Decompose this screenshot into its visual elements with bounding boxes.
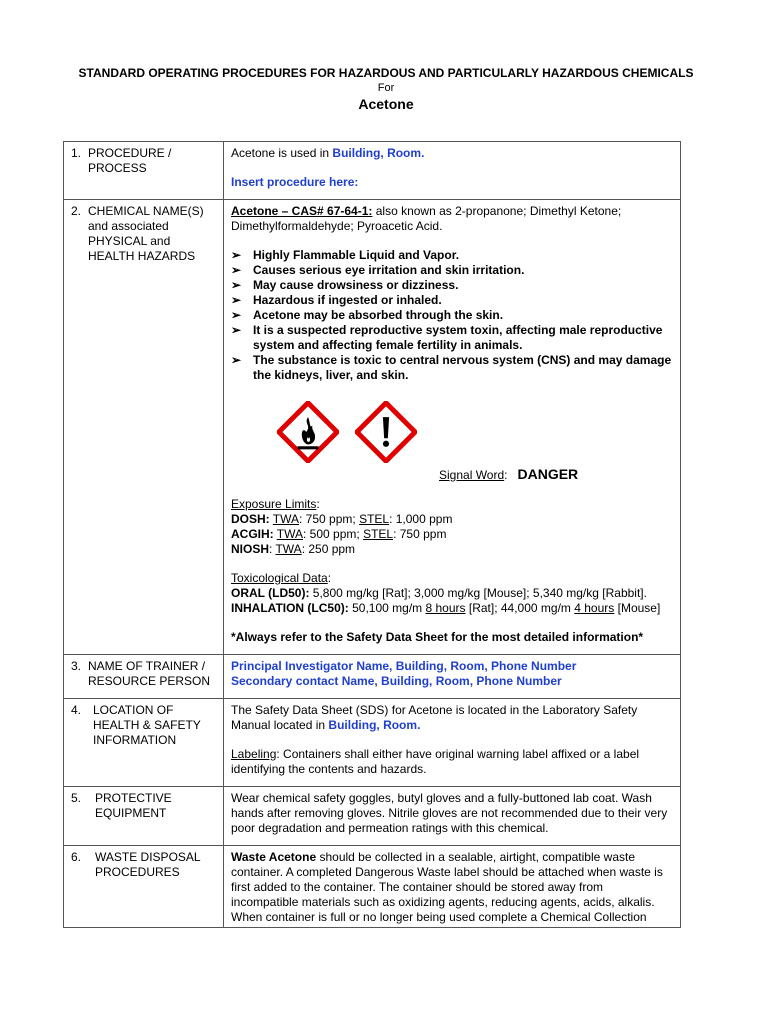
chemical-name-heading: Acetone: [358, 96, 414, 112]
table-row: [64, 200, 681, 655]
oral-ld50: ORAL (LD50): 5,800 mg/kg [Rat]; 3,000 mg/kg [Mouse]; 5,340 mg/kg [Rabbit].: [231, 586, 647, 600]
row-label-cell: [64, 655, 224, 699]
sds-location-text: The Safety Data Sheet (SDS) for Acetone is located in the Laboratory Safety Manual located in Building, Room.: [231, 703, 638, 732]
location-placeholder: Building, Room: [332, 146, 422, 160]
document-header: [64, 66, 708, 112]
niosh-limits: NIOSH: TWA: 250 ppm: [231, 542, 356, 556]
row-number: 3.: [71, 659, 82, 673]
arrow-bullet-icon: ➢: [231, 293, 242, 307]
exclamation-pictogram-icon: [355, 401, 417, 463]
row-label: WASTE DISPOSAL PROCEDURES: [95, 850, 201, 879]
row-number: 2.: [71, 204, 82, 218]
primary-contact-placeholder: Principal Investigator Name, Building, Room, Phone Number: [231, 659, 577, 673]
row-content-cell: [224, 846, 681, 928]
row-number: 5.: [71, 791, 82, 805]
arrow-bullet-icon: ➢: [231, 248, 242, 262]
row-label: PROTECTIVE EQUIPMENT: [95, 791, 172, 820]
row-content-cell: [224, 200, 681, 655]
row-label-cell: [64, 699, 224, 787]
exposure-limits-heading: Exposure Limits:: [231, 497, 320, 511]
row-label: NAME OF TRAINER / RESOURCE PERSON: [88, 659, 211, 688]
labeling-text: Labeling: Containers shall either have original warning label affixed or a label identifying the contents and hazards.: [231, 747, 640, 776]
procedure-text: Acetone is used in Building, Room.: [231, 146, 425, 160]
ppe-text: Wear chemical safety goggles, butyl gloves and a fully-buttoned lab coat. Wash hands after removing gloves. Nitrile gloves are not recommended due to their very poor degradation and permeation ratings with this chemical.: [231, 791, 668, 835]
row-label: PROCEDURE / PROCESS: [88, 146, 172, 175]
signal-word-label: Signal Word: [439, 468, 505, 482]
row-number: 1.: [71, 146, 82, 160]
document-title: STANDARD OPERATING PROCEDURES FOR HAZARDOUS AND PARTICULARLY HAZARDOUS CHEMICALS: [78, 66, 694, 80]
secondary-contact-placeholder: Secondary contact Name, Building, Room, Phone Number: [231, 674, 562, 688]
row-label-cell: [64, 846, 224, 928]
sop-table: [63, 141, 681, 928]
toxicological-data-heading: Toxicological Data:: [231, 571, 332, 585]
arrow-bullet-icon: ➢: [231, 353, 242, 367]
inhalation-lc50: INHALATION (LC50): 50,100 mg/m 8 hours [Rat]; 44,000 mg/m 4 hours [Mouse]: [231, 601, 661, 615]
signal-word-value: DANGER: [517, 466, 579, 482]
list-item: ➢ Acetone may be absorbed through the skin.: [231, 308, 504, 322]
table-row: [64, 142, 681, 200]
row-content-cell: [224, 699, 681, 787]
row-number: 6.: [71, 850, 82, 864]
sds-note: *Always refer to the Safety Data Sheet for the most detailed information*: [231, 630, 644, 644]
list-item: ➢ Highly Flammable Liquid and Vapor.: [231, 248, 460, 262]
flame-pictogram-icon: [277, 401, 339, 463]
cas-number: Acetone – CAS# 67-64-1:: [231, 204, 373, 218]
table-row: [64, 787, 681, 846]
table-row: [64, 655, 681, 699]
row-number: 4.: [71, 703, 82, 717]
list-item: ➢ It is a suspected reproductive system toxin, affecting male reproductive system and affecting female fertility in animals.: [231, 323, 663, 352]
row-content-cell: [224, 655, 681, 699]
table-row: [64, 699, 681, 787]
dosh-limits: DOSH: TWA: 750 ppm; STEL: 1,000 ppm: [231, 512, 453, 526]
row-label: CHEMICAL NAME(S) and associated PHYSICAL and HEALTH HAZARDS: [88, 204, 204, 263]
location-placeholder: Building, Room: [328, 718, 418, 732]
arrow-bullet-icon: ➢: [231, 278, 242, 292]
ghs-pictograms: [277, 401, 673, 463]
list-item: ➢ The substance is toxic to central nervous system (CNS) and may damage the kidneys, liver, and skin.: [231, 353, 672, 382]
row-label-cell: [64, 142, 224, 200]
list-item: ➢ Causes serious eye irritation and skin irritation.: [231, 263, 525, 277]
table-row: [64, 846, 681, 928]
hazard-list: [231, 248, 673, 383]
insert-procedure-placeholder: Insert procedure here:: [231, 175, 359, 189]
arrow-bullet-icon: ➢: [231, 308, 242, 322]
for-label: For: [377, 82, 395, 94]
arrow-bullet-icon: ➢: [231, 323, 242, 337]
signal-word-line: Signal Word: DANGER: [439, 466, 579, 482]
chemical-identity: Acetone – CAS# 67-64-1: also known as 2-propanone; Dimethyl Ketone; Dimethylformaldehyde; Pyroacetic Acid.: [231, 204, 622, 233]
row-content-cell: [224, 787, 681, 846]
arrow-bullet-icon: ➢: [231, 263, 242, 277]
acgih-limits: ACGIH: TWA: 500 ppm; STEL: 750 ppm: [231, 527, 447, 541]
row-label: LOCATION OF HEALTH & SAFETY INFORMATION: [93, 703, 201, 747]
list-item: ➢ May cause drowsiness or dizziness.: [231, 278, 459, 292]
row-label-cell: [64, 787, 224, 846]
list-item: ➢ Hazardous if ingested or inhaled.: [231, 293, 442, 307]
row-content-cell: [224, 142, 681, 200]
row-label-cell: [64, 200, 224, 655]
waste-disposal-text: Waste Acetone should be collected in a sealable, airtight, compatible waste container. A completed Dangerous Waste label should be attached when waste is first added to the container. The container should be stored away from incompatible materials such as oxidizing agents, reducing agents, acids, alkalis. When container is full or no longer being used complete a Chemical Collection: [231, 850, 663, 924]
